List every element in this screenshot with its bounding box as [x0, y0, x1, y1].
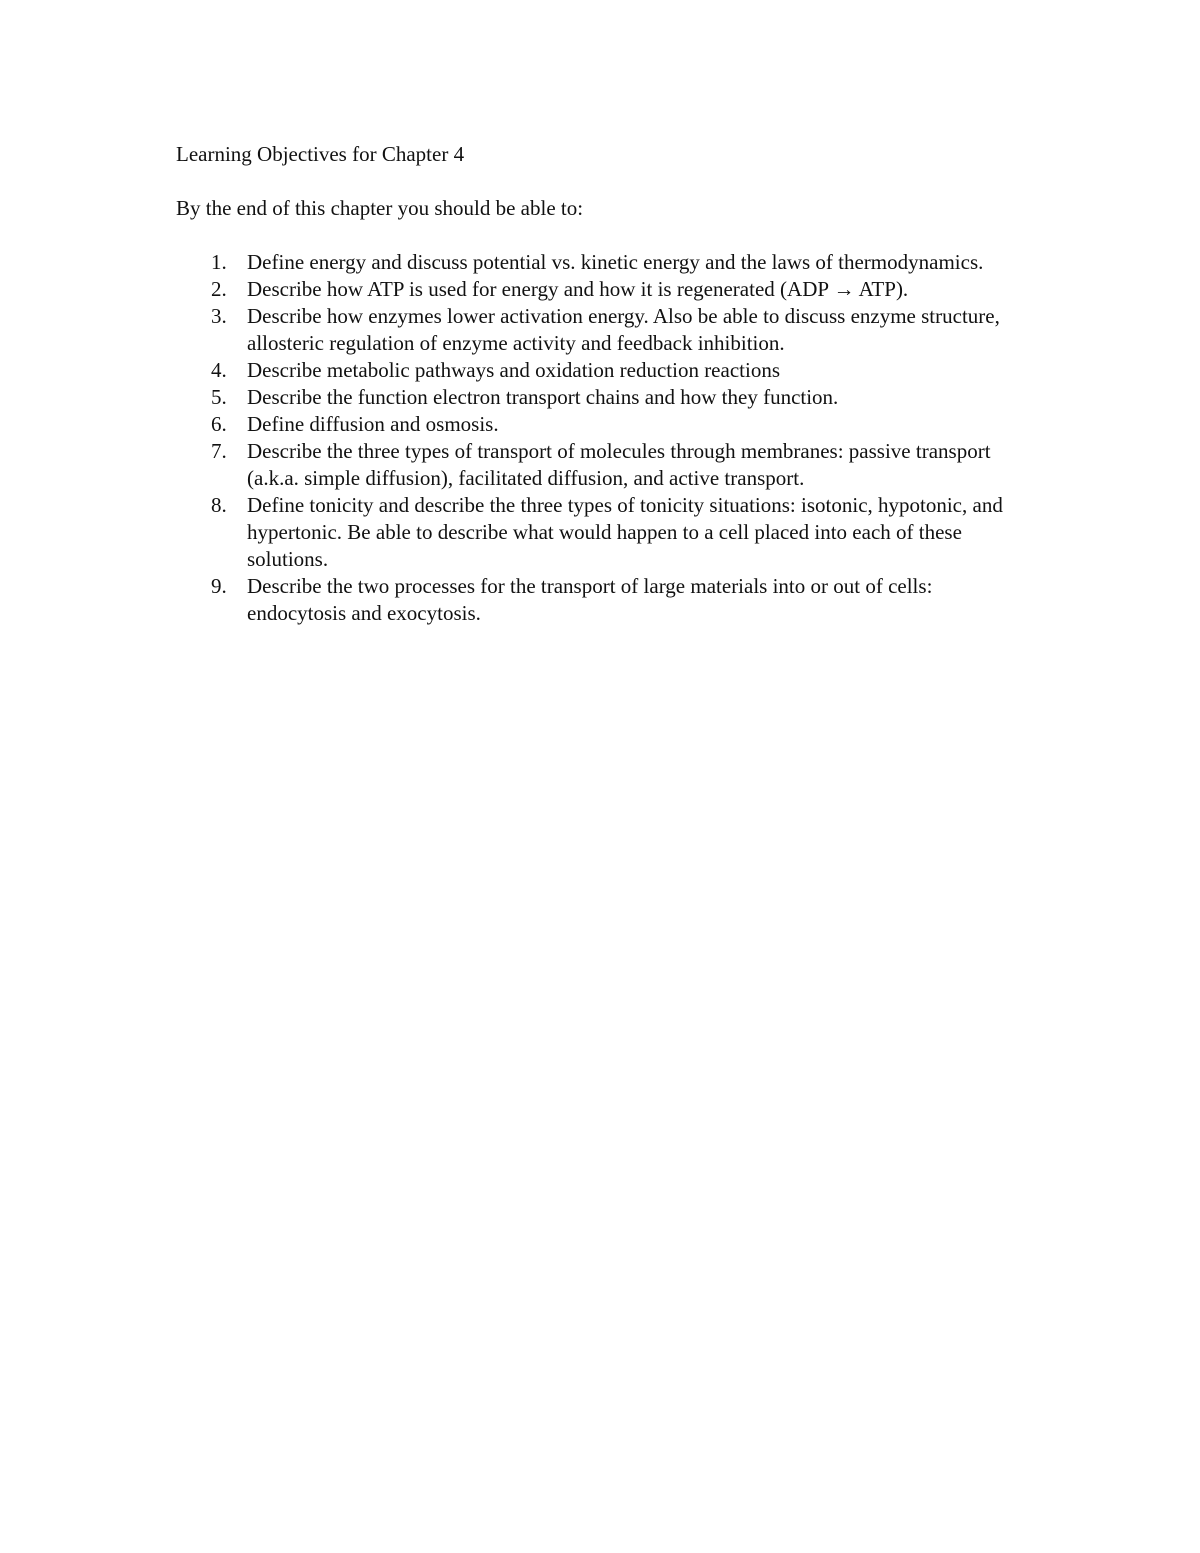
item-text: Define diffusion and osmosis. — [247, 412, 499, 436]
item-number: 7. — [211, 439, 227, 463]
item-text: Define energy and discuss potential vs. kinetic energy and the laws of thermodynamics. — [247, 250, 984, 274]
list-item — [176, 357, 1036, 384]
list-item — [176, 492, 1036, 573]
item-number: 5. — [211, 385, 227, 409]
intro-text: By the end of this chapter you should be able to: — [176, 196, 584, 220]
item-text: Describe how ATP is used for energy and how it is regenerated (ADP → ATP). — [247, 277, 909, 301]
list-item — [176, 303, 1036, 357]
item-text: Define tonicity and describe the three types of tonicity situations: isotonic, hypotonic, and hypertonic. Be able to describe what would happen to a cell placed into each of these solutions. — [247, 493, 1003, 571]
item-number: 6. — [211, 412, 227, 436]
item-number: 8. — [211, 493, 227, 517]
item-number: 1. — [211, 250, 227, 274]
item-text: Describe the two processes for the transport of large materials into or out of cells: endocytosis and exocytosis. — [247, 574, 933, 625]
item-number: 4. — [211, 358, 227, 382]
item-text: Describe the function electron transport chains and how they function. — [247, 385, 839, 409]
list-item — [176, 249, 1036, 276]
document-body — [176, 141, 1036, 627]
list-item — [176, 411, 1036, 438]
item-text: Describe the three types of transport of molecules through membranes: passive transport (a.k.a. simple diffusion), facilitated diffusion, and active transport. — [247, 439, 991, 490]
item-number: 2. — [211, 277, 227, 301]
item-text: Describe metabolic pathways and oxidation reduction reactions — [247, 358, 780, 382]
item-text: Describe how enzymes lower activation energy. Also be able to discuss enzyme structure, allosteric regulation of enzyme activity and feedback inhibition. — [247, 304, 1000, 355]
list-item — [176, 384, 1036, 411]
list-item — [176, 573, 1036, 627]
list-item — [176, 276, 1036, 303]
page-title: Learning Objectives for Chapter 4 — [176, 142, 465, 166]
objectives-list — [176, 249, 1036, 627]
list-item — [176, 438, 1036, 492]
item-number: 9. — [211, 574, 227, 598]
item-number: 3. — [211, 304, 227, 328]
